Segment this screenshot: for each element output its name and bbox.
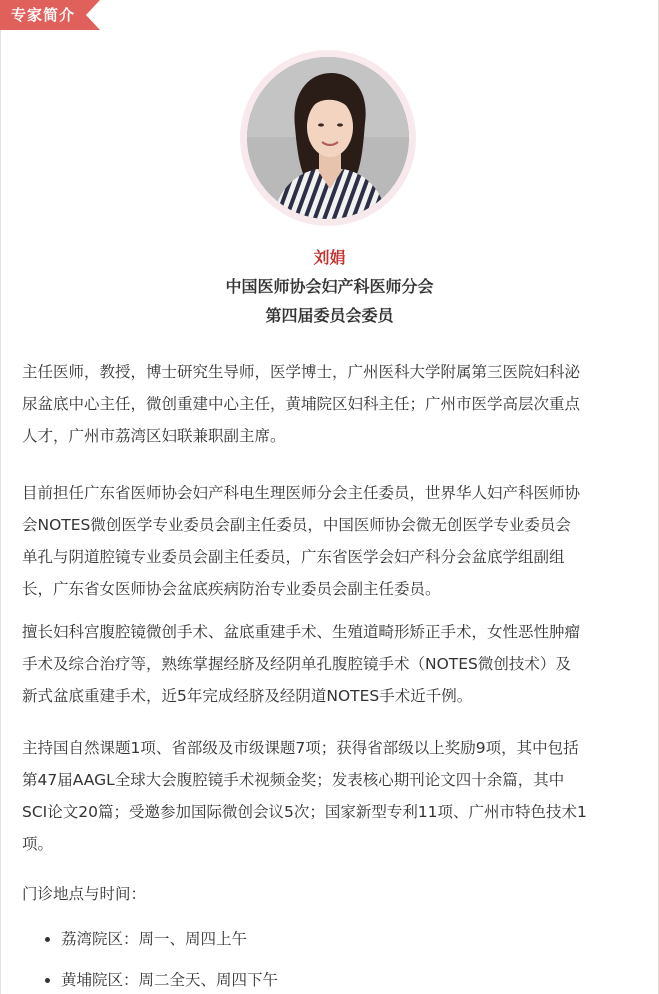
bio-paragraph-1 [22, 356, 642, 452]
text-line: 人才，广州市荔湾区妇联兼职副主席。 [22, 427, 286, 445]
text-line: 主持国自然课题1项、省部级及市级课题7项；获得省部级以上奖励9项，其中包括 [22, 739, 579, 757]
bullet-dot-icon [45, 978, 50, 983]
portrait-photo [247, 57, 409, 219]
bio-paragraph-3 [22, 616, 642, 712]
left-border [0, 0, 1, 994]
text-line: 目前担任广东省医师协会妇产科电生理医师分会主任委员，世界华人妇产科医师协 [22, 484, 581, 502]
clinic-item-label: 荔湾院区：周一、周四上午 [61, 930, 248, 948]
org-title-line-1: 中国医师协会妇产科医师分会 [225, 277, 434, 296]
text-line: SCI论文20篇；受邀参加国际微创会议5次；国家新型专利11项、广州市特色技术1 [22, 803, 587, 821]
text-line: 主任医师，教授，博士研究生导师，医学博士，广州医科大学附属第三医院妇科泌 [22, 363, 581, 381]
text-line: 擅长妇科宫腹腔镜微创手术、盆底重建手术、生殖道畸形矫正手术，女性恶性肿瘤 [22, 623, 581, 641]
clinic-item-liwan [45, 927, 247, 951]
text-line: 新式盆底重建手术，近5年完成经脐及经阴道NOTES手术近千例。 [22, 687, 473, 705]
text-line: 会NOTES微创医学专业委员会副主任委员，中国医师协会微无创医学专业委员会 [22, 516, 571, 534]
text-line: 手术及综合治疗等，熟练掌握经脐及经阴单孔腹腔镜手术（NOTES微创技术）及 [22, 655, 571, 673]
text-line: 尿盆底中心主任，微创重建中心主任，黄埔院区妇科主任；广州市医学高层次重点 [22, 395, 581, 413]
clinic-schedule-title: 门诊地点与时间： [22, 885, 147, 903]
avatar-frame [240, 50, 416, 226]
text-line: 长，广东省女医师协会盆底疾病防治专业委员会副主任委员。 [22, 580, 441, 598]
text-line: 第47届AAGL全球大会腹腔镜手术视频金奖；发表核心期刊论文四十余篇，其中 [22, 771, 565, 789]
bio-paragraph-4 [22, 732, 642, 860]
bullet-dot-icon [45, 937, 50, 942]
text-line: 项。 [22, 835, 54, 853]
org-title-line-2: 第四届委员会委员 [265, 306, 394, 325]
text-line: 单孔与阴道腔镜专业委员会副主任委员，广东省医学会妇产科分会盆底学组副组 [22, 548, 565, 566]
clinic-item-huangpu [45, 968, 278, 992]
expert-name: 刘娟 [313, 248, 346, 267]
bio-paragraph-2 [22, 477, 642, 605]
clinic-item-label: 黄埔院区：周二全天、周四下午 [61, 971, 279, 989]
section-tag [0, 0, 112, 30]
section-tag-label: 专家简介 [11, 6, 76, 24]
